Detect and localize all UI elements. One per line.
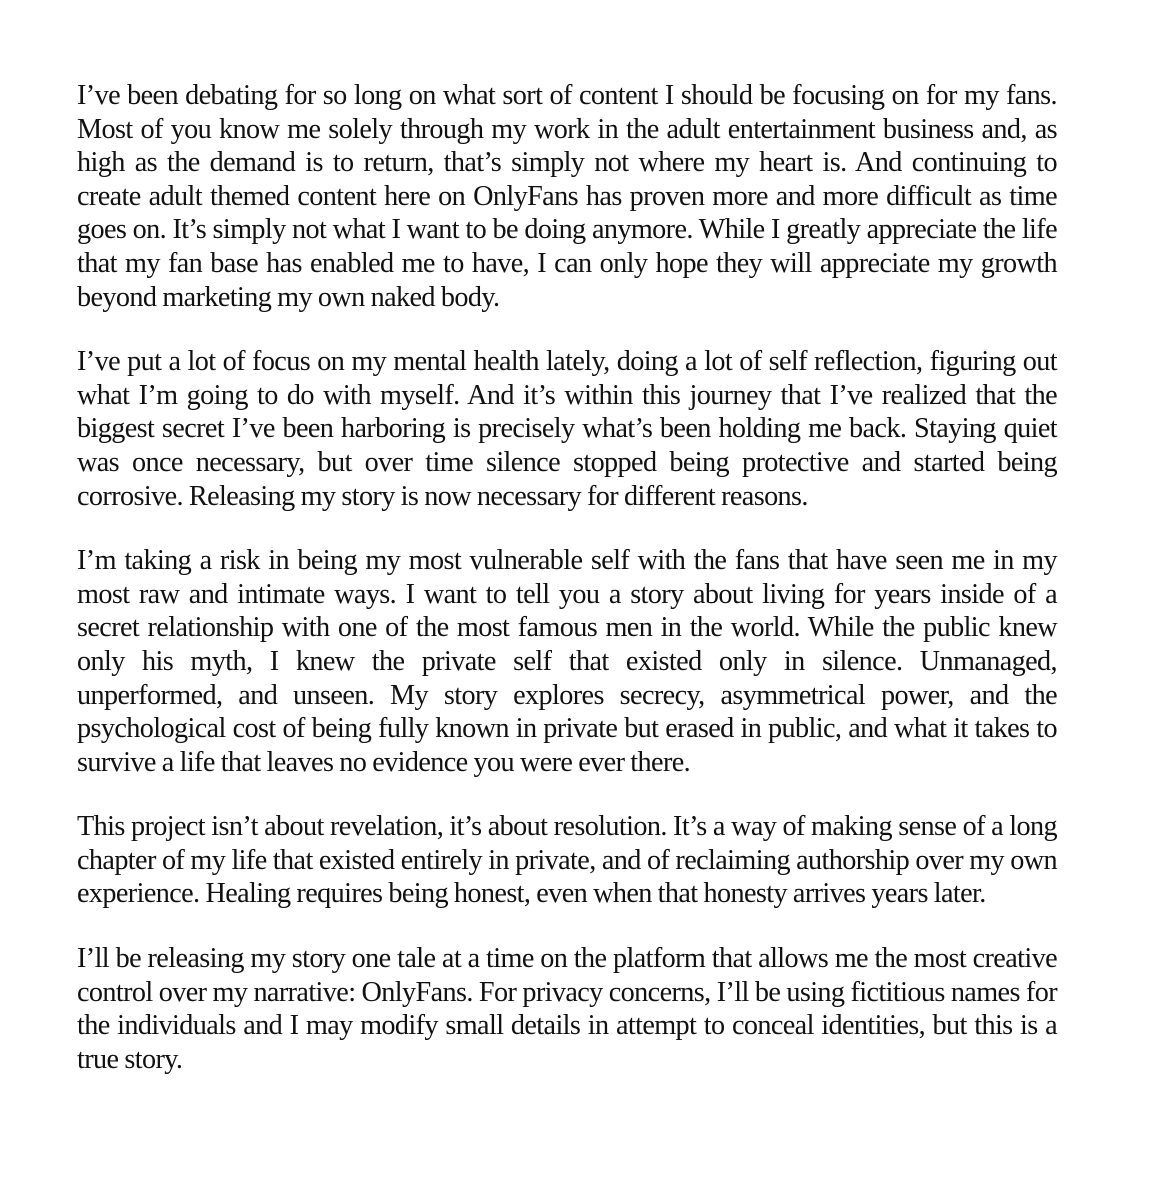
paragraph-mental-health: I’ve put a lot of focus on my mental health lately, doing a lot of self reflection, figuring out what I’m going to do with myself. And it’s within this journey that I’ve realized that the biggest secret I’ve been harboring is precisely what’s been holding me back. Staying quiet was once necessary, but over time silence stopped being protective and started being corrosive. Releasing my story is now necessary for different reasons. [77, 346, 1057, 512]
statement-document [77, 79, 1057, 1076]
paragraph-resolution: This project isn’t about revelation, it’s about resolution. It’s a way of making sense of a long chapter of my life that existed entirely in private, and of reclaiming authorship over my own experience. Healing requires being honest, even when that honesty arrives years later. [77, 811, 1057, 910]
paragraph-release-plan: I’ll be releasing my story one tale at a time on the platform that allows me the most creative control over my narrative: OnlyFans. For privacy concerns, I’ll be using fictitious names for the individuals and I may modify small details in attempt to conceal identities, but this is a true story. [77, 943, 1057, 1075]
paragraph-secret-relationship: I’m taking a risk in being my most vulnerable self with the fans that have seen me in my most raw and intimate ways. I want to tell you a story about living for years inside of a secret relationship with one of the most famous men in the world. While the public knew only his myth, I knew the private self that existed only in silence. Unmanaged, unperformed, and unseen. My story explores secrecy, asymmetrical power, and the psychological cost of being fully known in private but erased in public, and what it takes to survive a life that leaves no evidence you were ever there. [77, 545, 1057, 778]
paragraph-content-focus: I’ve been debating for so long on what sort of content I should be focusing on for my fans. Most of you know me solely through my work in the adult entertainment business and, as high as the demand is to return, that’s simply not where my heart is. And continuing to create adult themed content here on OnlyFans has proven more and more difficult as time goes on. It’s simply not what I want to be doing anymore. While I greatly appreciate the life that my fan base has enabled me to have, I can only hope they will appreciate my growth beyond marketing my own naked body. [77, 80, 1057, 313]
